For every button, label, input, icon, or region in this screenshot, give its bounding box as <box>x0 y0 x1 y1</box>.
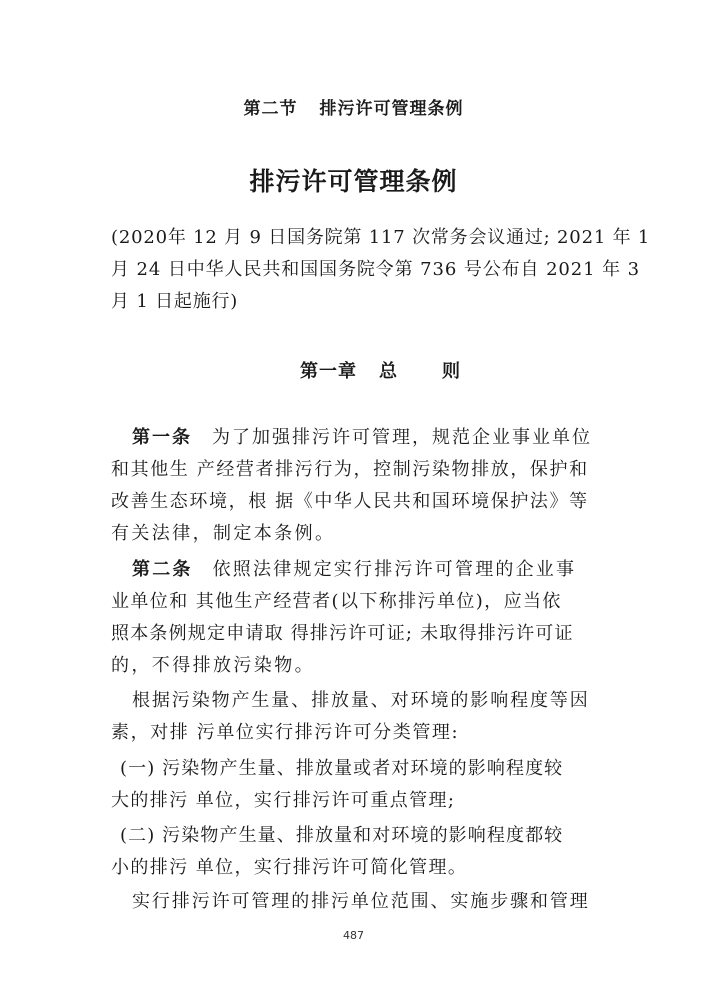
document-title: 排污许可管理条例 <box>249 167 458 196</box>
classification-paragraph-line-2: 素，对排 污单位实行排污许可分类管理: <box>111 722 460 743</box>
article-2-line-3: 照本条例规定申请取 得排污许可证; 未取得排污许可证 <box>111 623 574 644</box>
item-2-line-1: (二) 污染物产生量、排放量和对环境的影响程度都较 <box>120 825 564 846</box>
adoption-note-line-1: (2020年 12 月 9 日国务院第 117 次常务会议通过; 2021 年 1 <box>111 227 651 248</box>
chapter-title <box>300 357 461 383</box>
chapter-title-part-2: 则 <box>442 361 461 382</box>
section-title: 排污许可管理条例 <box>319 99 464 119</box>
item-1-line-1: (一) 污染物产生量、排放量或者对环境的影响程度较 <box>120 758 564 779</box>
article-2-line-1: 第二条 依照法律规定实行排污许可管理的企业事 <box>132 559 577 580</box>
article-2-line-4: 的，不得排放污染物。 <box>111 655 315 676</box>
item-1-line-2: 大的排污 单位，实行排污许可重点管理; <box>111 790 456 811</box>
scope-paragraph-line-1: 实行排污许可管理的排污单位范围、实施步骤和管理 <box>132 891 590 912</box>
article-2-label: 第二条 <box>132 559 193 580</box>
adoption-note-line-2: 月 24 日中华人民共和国国务院令第 736 号公布自 2021 年 3 <box>111 259 640 280</box>
classification-paragraph-line-1: 根据污染物产生量、排放量、对环境的影响程度等因 <box>132 690 590 711</box>
article-1-label: 第一条 <box>132 427 192 448</box>
article-1-line-4: 有关法律，制定本条例。 <box>111 523 336 544</box>
article-2-line-2: 业单位和 其他生产经营者(以下称排污单位)，应当依 <box>111 591 562 612</box>
item-2-line-2: 小的排污 单位，实行排污许可简化管理。 <box>111 857 468 878</box>
section-heading <box>0 94 707 119</box>
chapter-title-part-1: 总 <box>379 361 398 382</box>
page-number: 487 <box>343 929 364 942</box>
adoption-note-line-3: 月 1 日起施行) <box>111 291 239 312</box>
section-number: 第二节 <box>243 99 298 119</box>
chapter-label: 第一章 <box>300 361 357 382</box>
article-1-line-1: 第一条 为了加强排污许可管理，规范企业事业单位 <box>132 427 592 448</box>
article-1-line-3: 改善生态环境，根 据《中华人民共和国环境保护法》等 <box>111 491 589 512</box>
article-1-line-2: 和其他生 产经营者排污行为，控制污染物排放，保护和 <box>111 459 589 480</box>
